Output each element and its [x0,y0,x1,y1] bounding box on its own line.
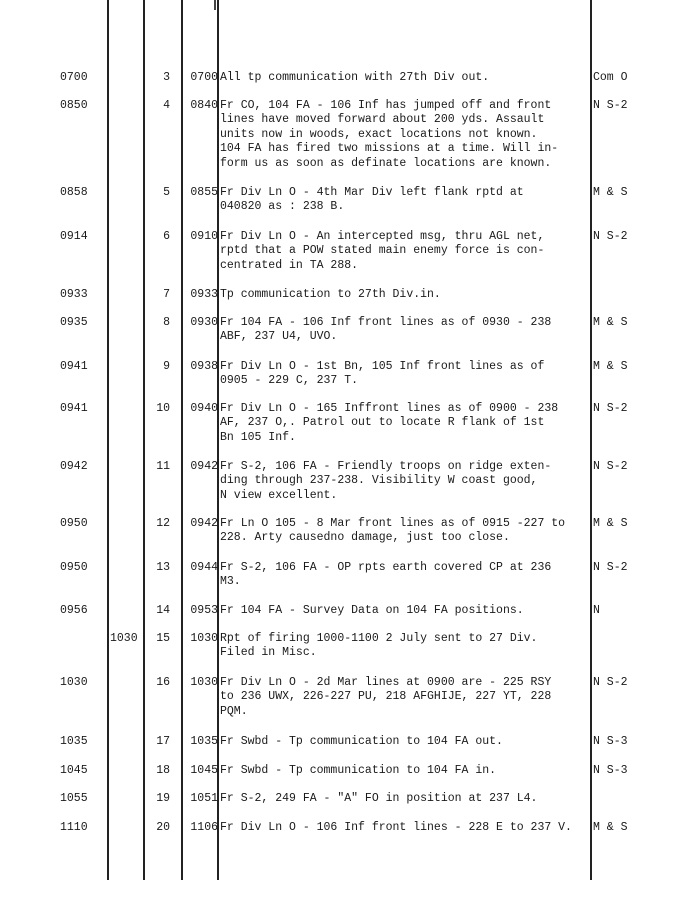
message-line: Bn 105 Inf. [220,430,296,444]
serial-number: 11 [156,460,170,473]
message-time: 0930 [190,316,218,329]
time-out: 1030 [110,632,138,645]
message-line: 0905 - 229 C, 237 T. [220,374,359,388]
message-line: AF, 237 O,. Patrol out to locate R flank of 1st [220,416,545,430]
time-in: 1030 [60,676,88,689]
message-line: units now in woods, exact locations not known. [220,127,538,141]
message-line: Fr Div Ln O - 2d Mar lines at 0900 are - 225 RSY [220,676,552,689]
column-divider-3 [181,0,183,880]
message-line: Fr 104 FA - Survey Data on 104 FA positions. [220,604,524,617]
message-line: Filed in Misc. [220,646,317,660]
message-line: ABF, 237 U4, UVO. [220,330,338,344]
scan-tick-top [214,0,216,10]
message-text [220,230,592,273]
serial-number: 19 [156,792,170,805]
message-time: 0953 [190,604,218,617]
serial-number: 4 [163,99,170,112]
message-line: 228. Arty causedno damage, just too close. [220,531,510,545]
message-time: 0933 [190,288,218,301]
message-time: 1035 [190,735,218,748]
time-in: 0914 [60,230,88,243]
serial-number: 20 [156,821,170,834]
message-line: ding through 237-238. Visibility W coast good, [220,474,538,488]
message-line: 104 FA has fired two missions at a time. Will in- [220,142,559,156]
message-line: Fr Ln O 105 - 8 Mar front lines as of 0915 -227 to [220,517,566,530]
message-time: 1030 [190,632,218,645]
message-line: Fr CO, 104 FA - 106 Inf has jumped off and front [220,99,552,112]
message-line: Fr Swbd - Tp communication to 104 FA in. [220,764,497,777]
message-text [220,604,592,618]
time-in: 0700 [60,71,88,84]
message-time: 0942 [190,460,218,473]
message-line: rptd that a POW stated main enemy force is con- [220,244,545,258]
time-in: 0950 [60,561,88,574]
message-line: Tp communication to 27th Div.in. [220,288,441,301]
message-time: 1106 [190,821,218,834]
time-in: 0941 [60,360,88,373]
message-line: PQM. [220,704,248,718]
serial-number: 8 [163,316,170,329]
action-taken: N S-2 [593,676,628,689]
message-text [220,792,592,806]
time-in: 0850 [60,99,88,112]
action-taken: M & S [593,360,628,373]
message-line: 040820 as : 238 B. [220,200,345,214]
action-taken: N S-3 [593,764,628,777]
message-line: Fr Swbd - Tp communication to 104 FA out. [220,735,503,748]
action-taken: N S-2 [593,99,628,112]
message-time: 1051 [190,792,218,805]
time-in: 0858 [60,186,88,199]
message-line: to 236 UWX, 226-227 PU, 218 AFGHIJE, 227 YT, 228 [220,690,552,704]
serial-number: 12 [156,517,170,530]
message-time: 0840 [190,99,218,112]
message-line: N view excellent. [220,488,338,502]
time-in: 1055 [60,792,88,805]
serial-number: 9 [163,360,170,373]
serial-number: 14 [156,604,170,617]
time-in: 0935 [60,316,88,329]
message-text [220,460,592,503]
action-taken: Com O [593,71,628,84]
message-line: centrated in TA 288. [220,258,359,272]
serial-number: 7 [163,288,170,301]
message-line: Rpt of firing 1000-1100 2 July sent to 27 Div. [220,632,538,645]
action-taken: N S-2 [593,561,628,574]
message-text [220,402,592,445]
time-in: 0956 [60,604,88,617]
message-text [220,288,592,302]
message-line: Fr S-2, 249 FA - "A" FO in position at 237 L4. [220,792,538,805]
time-in: 0950 [60,517,88,530]
time-in: 0941 [60,402,88,415]
message-text [220,676,592,719]
message-time: 0938 [190,360,218,373]
message-time: 0940 [190,402,218,415]
serial-number: 13 [156,561,170,574]
serial-number: 16 [156,676,170,689]
message-text [220,632,592,661]
message-text [220,517,592,546]
action-taken: N [593,604,600,617]
action-taken: N S-3 [593,735,628,748]
column-divider-2 [143,0,145,880]
serial-number: 15 [156,632,170,645]
message-line: All tp communication with 27th Div out. [220,71,490,84]
message-text [220,186,592,215]
action-taken: M & S [593,316,628,329]
message-line: Fr Div Ln O - 106 Inf front lines - 228 E to 237 V. [220,821,572,834]
message-text [220,360,592,389]
message-text [220,821,592,835]
message-text [220,316,592,345]
time-in: 0933 [60,288,88,301]
message-text [220,71,592,85]
action-taken: N S-2 [593,460,628,473]
message-text [220,561,592,590]
serial-number: 17 [156,735,170,748]
time-in: 1045 [60,764,88,777]
serial-number: 18 [156,764,170,777]
message-line: Fr Div Ln O - An intercepted msg, thru AGL net, [220,230,545,243]
serial-number: 6 [163,230,170,243]
time-in: 0942 [60,460,88,473]
message-time: 1030 [190,676,218,689]
action-taken: M & S [593,517,628,530]
message-time: 0944 [190,561,218,574]
time-in: 1035 [60,735,88,748]
message-text [220,99,592,171]
message-line: M3. [220,575,241,589]
action-taken: M & S [593,821,628,834]
serial-number: 3 [163,71,170,84]
message-line: form us as soon as definate locations are known. [220,156,552,170]
action-taken: M & S [593,186,628,199]
action-taken: N S-2 [593,230,628,243]
message-time: 0942 [190,517,218,530]
message-line: Fr S-2, 106 FA - Friendly troops on ridge exten- [220,460,552,473]
message-text [220,735,592,749]
message-line: Fr S-2, 106 FA - OP rpts earth covered CP at 236 [220,561,552,574]
message-line: Fr Div Ln O - 1st Bn, 105 Inf front lines as of [220,360,545,373]
message-line: Fr Div Ln O - 4th Mar Div left flank rptd at [220,186,524,199]
serial-number: 10 [156,402,170,415]
serial-number: 5 [163,186,170,199]
message-text [220,764,592,778]
message-time: 0910 [190,230,218,243]
action-taken: N S-2 [593,402,628,415]
time-in: 1110 [60,821,88,834]
column-divider-1 [107,0,109,880]
message-time: 0855 [190,186,218,199]
message-line: lines have moved forward about 200 yds. Assault [220,113,545,127]
message-line: Fr Div Ln O - 165 Inffront lines as of 0900 - 238 [220,402,559,415]
message-line: Fr 104 FA - 106 Inf front lines as of 0930 - 238 [220,316,552,329]
message-time: 0700 [190,71,218,84]
message-time: 1045 [190,764,218,777]
